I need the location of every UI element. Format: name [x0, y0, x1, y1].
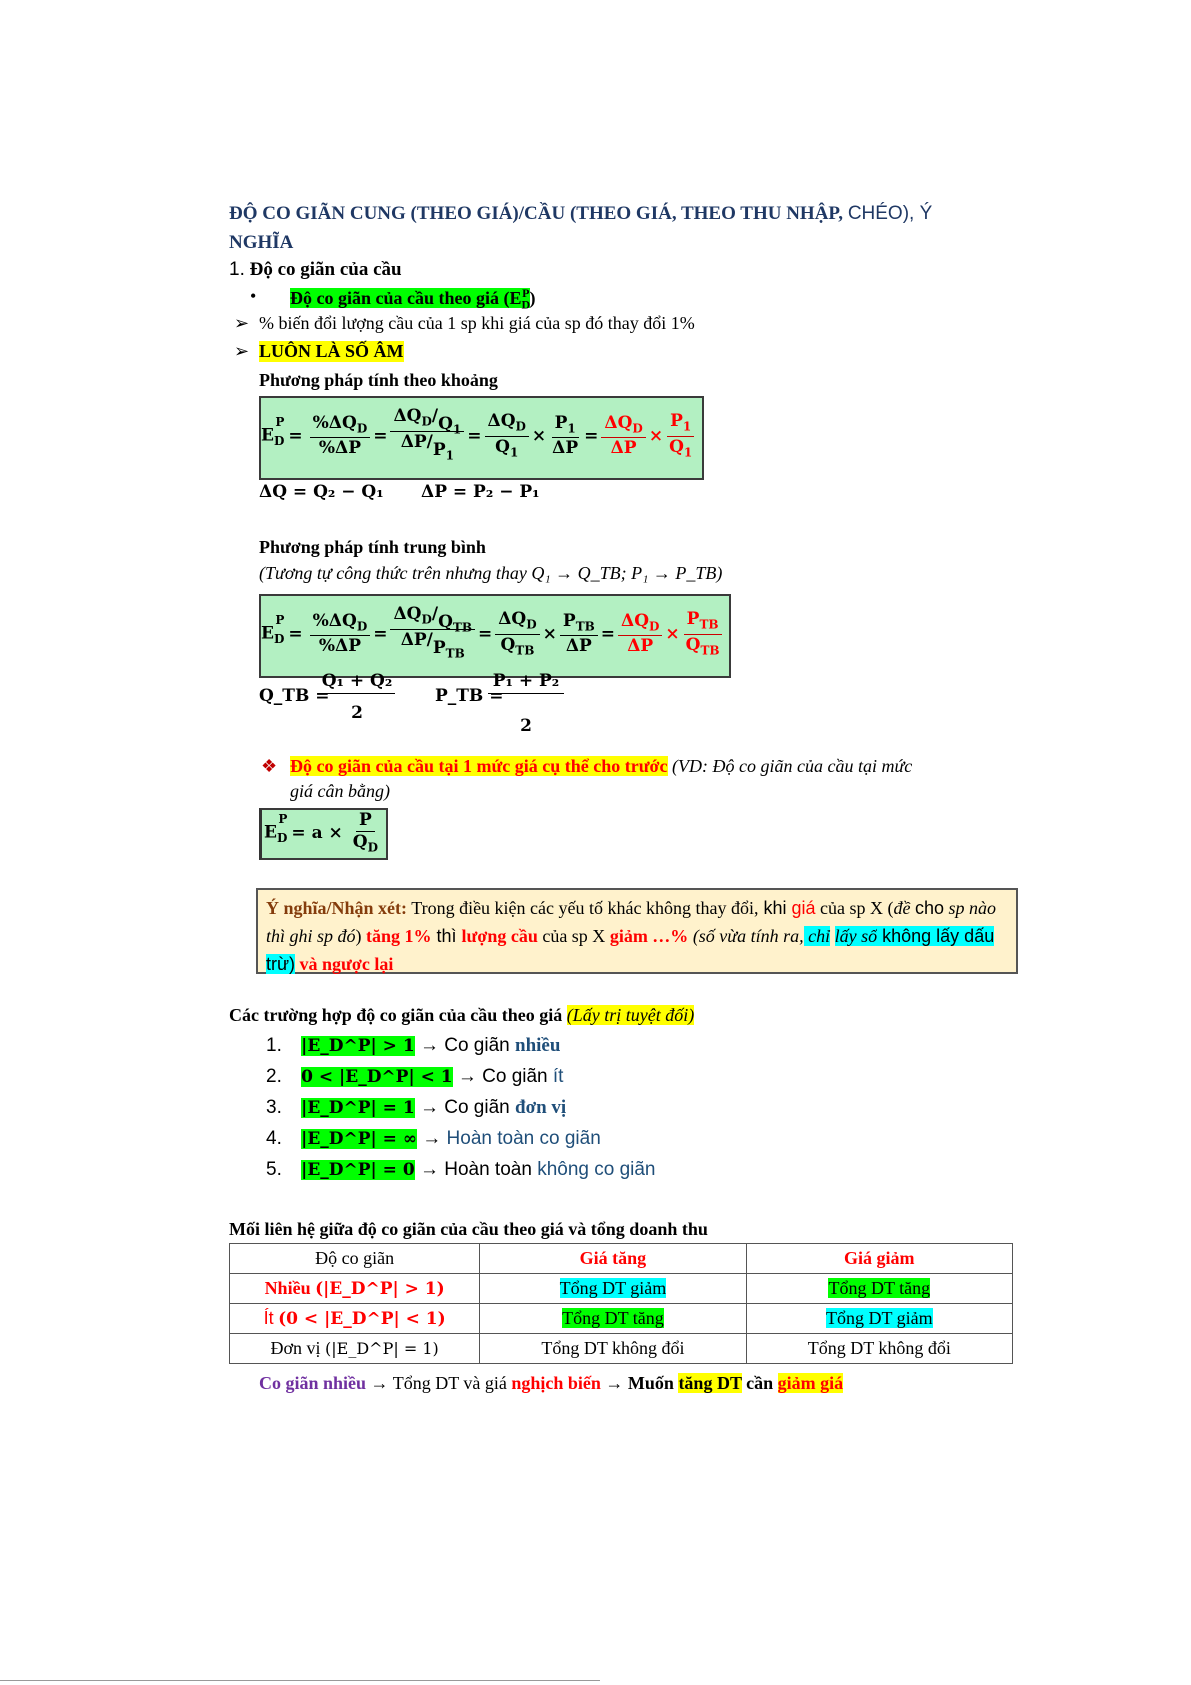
- arrow-bullet-icon: ➢: [234, 313, 250, 333]
- qtb-numerator: Q₁ + Q₂: [319, 671, 395, 694]
- method-average-title: Phương pháp tính trung bình: [259, 537, 486, 557]
- table-row: [230, 1274, 1013, 1304]
- page-title-line2: NGHĨA: [229, 232, 294, 253]
- case-item: 3. |E_D^P| = 1 → Co giãn đơn vị: [266, 1097, 567, 1118]
- table-header: Độ co giãn: [230, 1244, 480, 1274]
- case-item: 4. |E_D^P| = ∞ → Hoàn toàn co giãn: [266, 1128, 601, 1149]
- page-title: ĐỘ CO GIÃN CUNG (THEO GIÁ)/CẦU (THEO GIÁ, THEO THU NHẬP, CHÉO), Ý: [229, 203, 933, 224]
- delta-q-formula: ΔQ = Q₂ − Q₁: [259, 482, 384, 502]
- table-row: [230, 1304, 1013, 1334]
- table-header-row: [230, 1244, 1013, 1274]
- case-item: 1. |E_D^P| > 1 → Co giãn nhiều: [266, 1035, 561, 1056]
- table-cell: Tổng DT không đổi: [480, 1334, 746, 1364]
- table-row: [230, 1334, 1013, 1364]
- diamond-bullet-icon: ❖: [261, 756, 278, 776]
- qtb-label: Q_TB =: [259, 686, 330, 706]
- table-header: Giá giảm: [746, 1244, 1012, 1274]
- table-cell: Tổng DT tăng: [480, 1304, 746, 1334]
- ptb-numerator: P₁ + P₂: [488, 671, 564, 694]
- point-elasticity-line2: giá cân bằng): [290, 781, 390, 801]
- table-cell: Tổng DT giảm: [480, 1274, 746, 1304]
- case-item: 2. 0 < |E_D^P| < 1 → Co giãn ít: [266, 1066, 564, 1087]
- table-cell: Tổng DT tăng: [746, 1274, 1012, 1304]
- table-cell: Đơn vị (|E_D^P| = 1): [230, 1334, 480, 1364]
- meaning-note-box: Ý nghĩa/Nhận xét: Trong điều kiện các yếu tố khác không thay đổi, khi giá của sp X (đề cho sp nào thì ghi sp đó) tăng 1% thì lượng cầu của sp X giảm …% (số vừa tính ra, chỉ lấy số không lấy dấu trừ) và ngược lại: [256, 888, 1018, 974]
- section-heading: 1. Độ co giãn của cầu: [229, 259, 402, 280]
- formula-point: $E_D^P$ = a × $\frac{P}{Q_D}$: [264, 809, 378, 855]
- ptb-denominator: 2: [520, 716, 532, 736]
- bullet-dot: •: [250, 286, 257, 306]
- point-elasticity-line: Độ co giãn của cầu tại 1 mức giá cụ thể cho trước (VD: Độ co giãn của cầu tại mức: [290, 756, 913, 776]
- table-cell: Tổng DT giảm: [746, 1304, 1012, 1334]
- definition-text: % biến đổi lượng cầu của 1 sp khi giá của sp đó thay đổi 1%: [259, 313, 695, 333]
- bullet-elasticity-price: Độ co giãn của cầu theo giá $(E_D^P)$: [290, 286, 536, 312]
- relation-table: [229, 1243, 1013, 1364]
- formula-range: $E_D^P$ = $\frac{\%\Delta Q_D}{\%\Delta P}$ = $\frac{\Delta Q_D/Q_1}{\Delta P/P_1}$ = $\frac{\Delta Q_D}{Q_1}$ × $\frac{P_1}{\Delta P}$ = $\frac{\Delta Q_D}{\Delta P}$ × $\frac{P_1}{Q_1}$: [261, 406, 693, 462]
- table-cell: Tổng DT không đổi: [746, 1334, 1012, 1364]
- qtb-denominator: 2: [351, 703, 363, 723]
- cases-heading: Các trường hợp độ co giãn của cầu theo giá (Lấy trị tuyệt đối): [229, 1005, 695, 1025]
- relation-conclusion: Co giãn nhiều → Tổng DT và giá nghịch biến → Muốn tăng DT cần giảm giá: [259, 1373, 844, 1393]
- ptb-label: P_TB =: [435, 686, 504, 706]
- method-range-title: Phương pháp tính theo khoảng: [259, 370, 498, 390]
- table-cell: Ít (0 < |E_D^P| < 1): [230, 1304, 480, 1334]
- footer-rule: [0, 1680, 600, 1681]
- delta-p-formula: ΔP = P₂ − P₁: [421, 482, 540, 502]
- table-header: Giá tăng: [480, 1244, 746, 1274]
- table-cell: Nhiều (|E_D^P| > 1): [230, 1274, 480, 1304]
- relation-heading: Mối liên hệ giữa độ co giãn của cầu theo giá và tổng doanh thu: [229, 1219, 708, 1239]
- formula-average: $E_D^P$ = $\frac{\%\Delta Q_D}{\%\Delta P}$ = $\frac{\Delta Q_D/Q_{TB}}{\Delta P/P_{TB}}$ = $\frac{\Delta Q_D}{Q_{TB}}$ × $\frac{P_{TB}}{\Delta P}$ = $\frac{\Delta Q_D}{\Delta P}$ × $\frac{P_{TB}}{Q_{TB}}$: [261, 604, 720, 660]
- case-item: 5. |E_D^P| = 0 → Hoàn toàn không co giãn: [266, 1159, 656, 1180]
- arrow-bullet-icon: ➢: [234, 341, 250, 361]
- method-average-note: (Tương tự công thức trên nhưng thay Q₁ → Q_TB; P₁ → P_TB): [259, 563, 723, 583]
- always-negative-note: LUÔN LÀ SỐ ÂM: [259, 341, 404, 361]
